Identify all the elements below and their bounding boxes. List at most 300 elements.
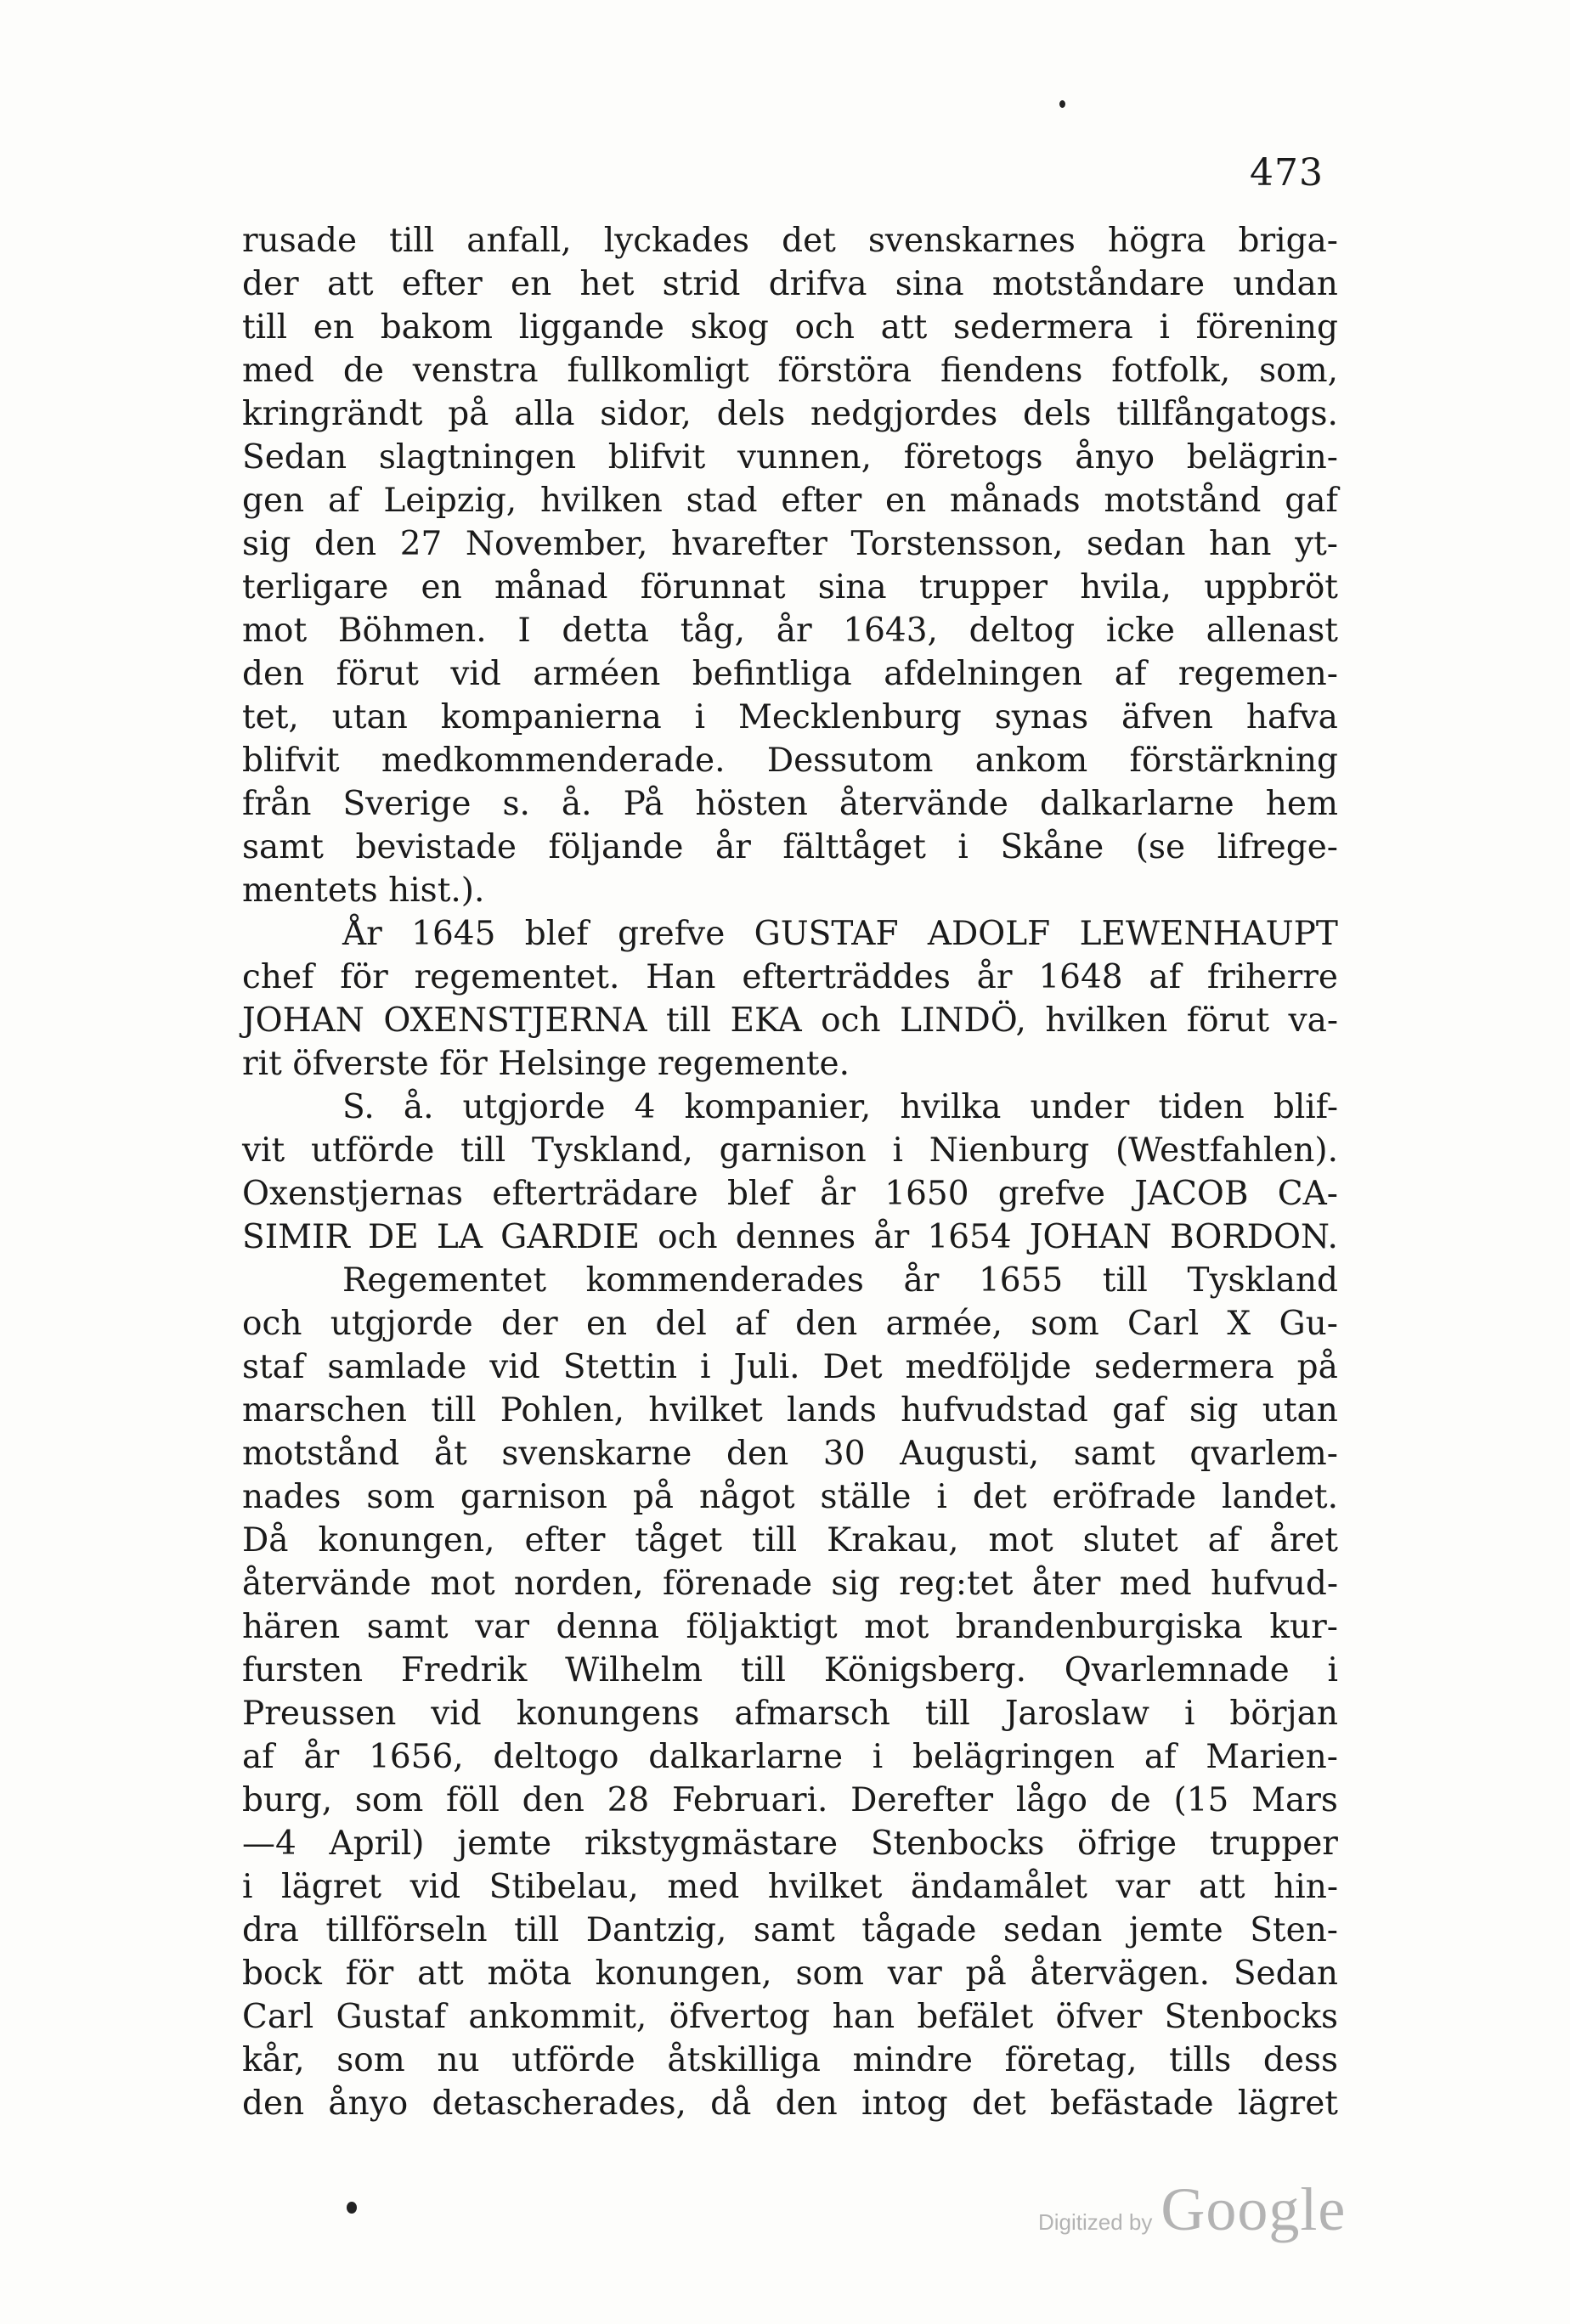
word: staf: [242, 1348, 305, 1386]
word: drifva: [768, 265, 867, 303]
word: ånyo: [1075, 438, 1155, 477]
text-line: [242, 479, 1338, 522]
word: i: [242, 1868, 253, 1906]
word: kur-: [1269, 1608, 1338, 1646]
word: öfvertog: [669, 1998, 810, 2036]
word: af: [1144, 1738, 1177, 1776]
word: 1656,: [369, 1738, 464, 1776]
word: utgjorde: [462, 1088, 606, 1126]
word: af: [1114, 655, 1147, 693]
text-line: [242, 1042, 1338, 1086]
word: af: [327, 482, 360, 520]
word: motstånd: [242, 1435, 400, 1473]
text-line: [242, 1779, 1338, 1822]
word: i: [1327, 1651, 1338, 1689]
word: I: [517, 612, 531, 650]
word: mot: [988, 1521, 1053, 1560]
text-line: [242, 1302, 1338, 1345]
word: Stenbocks: [870, 1825, 1045, 1863]
word: tillförseln: [325, 1911, 488, 1949]
word: Torstensson,: [850, 525, 1064, 563]
word: ankom: [974, 742, 1088, 780]
word: svenskarne: [501, 1435, 692, 1473]
word: utförde: [310, 1131, 435, 1170]
text-line: [242, 1735, 1338, 1779]
word: det: [972, 1478, 1027, 1516]
word: af: [1149, 958, 1182, 996]
text-line: [242, 1952, 1338, 1995]
word: (Westfahlen).: [1115, 1131, 1338, 1170]
word: anfall,: [466, 222, 572, 260]
word: Sedan: [242, 438, 347, 477]
word: åter: [1031, 1565, 1101, 1603]
word: trupper: [1209, 1825, 1338, 1863]
word: befälet: [917, 1998, 1034, 2036]
word: jemte: [1128, 1911, 1223, 1949]
word: förut: [1186, 1001, 1270, 1040]
word: början: [1229, 1695, 1338, 1733]
word: rikstygmästare: [584, 1825, 839, 1863]
word: en: [421, 568, 462, 606]
word: de: [342, 352, 384, 390]
word: år: [714, 828, 751, 866]
word: han: [1209, 525, 1272, 563]
word: kår,: [242, 2041, 305, 2079]
word: på: [632, 1478, 675, 1516]
text-line: [242, 609, 1338, 652]
digitized-watermark: [1038, 2175, 1346, 2245]
word: den: [242, 655, 305, 693]
word: grefve: [997, 1175, 1106, 1213]
word: sedermera: [952, 308, 1133, 347]
word: befästade: [1049, 2084, 1214, 2123]
word: dalkarlarne: [648, 1738, 844, 1776]
word: afdelningen: [884, 655, 1083, 693]
word: till: [924, 1695, 970, 1733]
word: ADOLF: [927, 915, 1051, 953]
word: öfver: [1055, 1998, 1143, 2036]
word: bakom: [380, 308, 494, 347]
word: sig: [831, 1565, 880, 1603]
word: der: [242, 265, 299, 303]
word: och: [658, 1218, 718, 1256]
word: kommenderades: [585, 1261, 864, 1300]
word: burg,: [242, 1781, 333, 1819]
word: mot: [864, 1608, 929, 1646]
word: (15: [1173, 1781, 1229, 1819]
word: möta: [487, 1955, 572, 1993]
word: Tyskland,: [531, 1131, 693, 1170]
word: 1650: [884, 1175, 969, 1213]
word: deltog: [969, 612, 1076, 650]
word: venstra: [412, 352, 539, 390]
word: 1643,: [843, 612, 938, 650]
word: år: [303, 1738, 340, 1776]
word: Stettin: [562, 1348, 678, 1386]
word: medkommenderade.: [381, 742, 726, 780]
word: 30: [822, 1435, 866, 1473]
word: från: [242, 785, 312, 823]
word: förunnat: [640, 568, 786, 606]
word: efter: [524, 1521, 606, 1560]
word: utförde: [511, 2041, 635, 2079]
word: i: [694, 698, 706, 736]
word: förstöra: [777, 352, 912, 390]
word: allenast: [1206, 612, 1338, 650]
word: BORDON.: [1169, 1218, 1338, 1256]
word: der: [500, 1305, 558, 1343]
word: dennes: [735, 1218, 856, 1256]
word: och: [794, 308, 855, 347]
word: för: [439, 1045, 488, 1083]
word: Mars: [1251, 1781, 1338, 1819]
text-line: [242, 1475, 1338, 1519]
text-line: [242, 1909, 1338, 1952]
word: återvägen.: [1030, 1955, 1211, 1993]
word: År: [342, 915, 382, 953]
text-line: [242, 1692, 1338, 1735]
word: dess: [1262, 2041, 1338, 2079]
word: gaf: [1112, 1391, 1166, 1430]
text-line: [242, 1086, 1338, 1129]
word: de: [1110, 1781, 1151, 1819]
word: Dantzig,: [585, 1911, 727, 1949]
word: utgjorde: [330, 1305, 473, 1343]
word: regemen-: [1178, 655, 1338, 693]
word: DE: [368, 1218, 419, 1256]
word: grefve: [618, 915, 726, 953]
word: återvände: [839, 785, 1008, 823]
word: mot: [430, 1565, 495, 1603]
word: hvilken: [539, 482, 663, 520]
word: Augusti,: [900, 1435, 1040, 1473]
word: 1648: [1038, 958, 1123, 996]
word: som: [795, 1955, 864, 1993]
word: S.: [342, 1088, 375, 1126]
word: landet.: [1222, 1478, 1338, 1516]
word: en: [885, 482, 927, 520]
word: dalkarlarne: [1039, 785, 1234, 823]
word: Regementet: [342, 1261, 547, 1300]
word: hin-: [1274, 1868, 1338, 1906]
text-line: [242, 826, 1338, 869]
text-line: [242, 912, 1338, 956]
word: till: [389, 222, 435, 260]
word: lägret: [1237, 2084, 1338, 2123]
word: sina: [817, 568, 887, 606]
word: på: [965, 1955, 1007, 1993]
text-line: [242, 1216, 1338, 1259]
word: med: [242, 352, 315, 390]
word: tåget: [635, 1521, 723, 1560]
text-line: [242, 392, 1338, 436]
word: år: [820, 1175, 856, 1213]
word: att: [417, 1955, 464, 1993]
word: skog: [690, 308, 769, 347]
word: blifvit: [607, 438, 706, 477]
word: EKA: [730, 1001, 802, 1040]
word: följande: [548, 828, 684, 866]
word: under: [1030, 1088, 1130, 1126]
word: Det: [822, 1348, 883, 1386]
word: Carl: [242, 1998, 314, 2036]
word: detta: [562, 612, 650, 650]
word: Sverige: [342, 785, 472, 823]
text-line: [242, 1605, 1338, 1649]
word: undan: [1233, 265, 1338, 303]
word: med: [1119, 1565, 1192, 1603]
word: konungen,: [595, 1955, 772, 1993]
word: högra: [1107, 222, 1206, 260]
word: till: [752, 1521, 798, 1560]
word: Oxenstjernas: [242, 1175, 464, 1213]
word: norden,: [513, 1565, 644, 1603]
word: hvilka: [900, 1088, 1002, 1126]
word: regementet.: [414, 958, 620, 996]
word: GUSTAF: [754, 915, 899, 953]
word: vid: [431, 1695, 482, 1733]
word: år: [903, 1261, 940, 1300]
word: efterträddes: [742, 958, 951, 996]
word: efterträdare: [492, 1175, 698, 1213]
word: del: [655, 1305, 707, 1343]
word: Jaroslaw: [1004, 1695, 1149, 1733]
word: liggande: [518, 308, 665, 347]
word: gen: [242, 482, 305, 520]
word: utan: [331, 698, 408, 736]
word: den: [242, 2084, 305, 2123]
word: lifrege-: [1217, 828, 1338, 866]
text-line: [242, 566, 1338, 609]
word: tills: [1169, 2041, 1232, 2079]
word: tåg,: [680, 612, 746, 650]
word: befintliga: [692, 655, 852, 693]
word: föll: [446, 1781, 500, 1819]
word: samt: [1073, 1435, 1155, 1473]
word: hären: [242, 1608, 341, 1646]
word: Helsinge: [498, 1045, 647, 1083]
word: år: [976, 958, 1013, 996]
word: svenskarnes: [867, 222, 1076, 260]
word: månad: [494, 568, 608, 606]
word: i: [700, 1348, 711, 1386]
word: i: [1183, 1695, 1195, 1733]
word: det: [782, 222, 836, 260]
word: dra: [242, 1911, 299, 1949]
word: tillfångatogs.: [1116, 395, 1338, 433]
word: tågade: [861, 1911, 977, 1949]
word: blef: [524, 915, 589, 953]
word: November,: [465, 525, 648, 563]
word: år: [776, 612, 812, 650]
word: friherre: [1206, 958, 1338, 996]
word: vid: [409, 1868, 461, 1906]
word: var: [475, 1608, 530, 1646]
word: som: [366, 1478, 435, 1516]
ink-speck: [1059, 100, 1065, 108]
text-line: [242, 696, 1338, 739]
word: efter: [781, 482, 862, 520]
word: garnison: [460, 1478, 607, 1516]
word: dels: [716, 395, 786, 433]
word: mindre: [852, 2041, 973, 2079]
word: va-: [1288, 1001, 1338, 1040]
text-line: [242, 1649, 1338, 1692]
word: belägringen: [912, 1738, 1115, 1776]
text-line: [242, 219, 1338, 262]
word: åtskilliga: [667, 2041, 822, 2079]
word: kompanier,: [684, 1088, 872, 1126]
word: Mecklenburg: [737, 698, 962, 736]
word: armée,: [885, 1305, 1002, 1343]
word: till: [514, 1911, 560, 1949]
word: —4: [242, 1825, 296, 1863]
word: GARDIE: [500, 1218, 640, 1256]
word: Sten-: [1250, 1911, 1338, 1949]
word: X: [1227, 1305, 1251, 1343]
word: 28: [607, 1781, 650, 1819]
text-line: [242, 522, 1338, 566]
word: chef: [242, 958, 314, 996]
word: förening: [1195, 308, 1338, 347]
page-number: 473: [1250, 151, 1324, 195]
word: LA: [436, 1218, 483, 1256]
word: hufvudstad: [901, 1391, 1088, 1430]
word: öfverste: [292, 1045, 429, 1083]
word: sedan: [1002, 1911, 1103, 1949]
word: icke: [1105, 612, 1175, 650]
word: sedermera: [1093, 1348, 1274, 1386]
text-line: [242, 782, 1338, 826]
word: utan: [1262, 1391, 1338, 1430]
word: som: [354, 1781, 424, 1819]
word: på: [448, 395, 489, 433]
word: Stibelau,: [489, 1868, 639, 1906]
word: 27: [399, 525, 443, 563]
word: han: [832, 1998, 895, 2036]
text-line: [242, 1172, 1338, 1216]
word: LINDÖ,: [900, 1001, 1026, 1040]
word: sina: [895, 265, 964, 303]
word: nades: [242, 1478, 342, 1516]
word: blifvit: [242, 742, 340, 780]
word: som: [1031, 1305, 1099, 1343]
word: hvila,: [1080, 568, 1172, 606]
word: trupper: [918, 568, 1048, 606]
word: Fredrik: [400, 1651, 528, 1689]
word: konungen,: [318, 1521, 495, 1560]
word: vit: [242, 1131, 285, 1170]
word: till: [1102, 1261, 1148, 1300]
word: lyckades: [603, 222, 750, 260]
word: strid: [662, 265, 741, 303]
word: till: [665, 1001, 712, 1040]
word: i: [892, 1131, 903, 1170]
word: detascherades,: [432, 2084, 686, 2123]
word: dels: [1023, 395, 1092, 433]
word: mentets: [242, 872, 378, 910]
word: hem: [1265, 785, 1338, 823]
word: Sedan: [1233, 1955, 1338, 1993]
word: något: [699, 1478, 795, 1516]
word: företogs: [903, 438, 1043, 477]
word: månads: [950, 482, 1081, 520]
word: Tyskland: [1187, 1261, 1338, 1300]
text-line: [242, 349, 1338, 392]
google-logo: Google: [1161, 2175, 1347, 2243]
word: följaktigt: [686, 1608, 838, 1646]
word: JOHAN: [1029, 1218, 1152, 1256]
word: kringrändt: [242, 395, 423, 433]
word: Han: [646, 958, 716, 996]
word: stad: [686, 482, 758, 520]
word: Nienburg: [929, 1131, 1090, 1170]
word: terligare: [242, 568, 389, 606]
word: att: [1198, 1868, 1245, 1906]
word: samlade: [327, 1348, 467, 1386]
word: fursten: [242, 1651, 364, 1689]
word: lågo: [1015, 1781, 1087, 1819]
word: då: [710, 2084, 752, 2123]
word: hist.).: [388, 872, 485, 910]
word: hvilken: [1045, 1001, 1168, 1040]
word: mot: [242, 612, 308, 650]
word: afmarsch: [734, 1695, 890, 1733]
word: På: [623, 785, 664, 823]
word: medföljde: [905, 1348, 1072, 1386]
word: företag,: [1004, 2041, 1138, 2079]
word: rit: [242, 1045, 282, 1083]
word: Pohlen,: [500, 1391, 625, 1430]
word: hafva: [1245, 698, 1338, 736]
word: eröfrade: [1052, 1478, 1197, 1516]
word: hvarefter: [670, 525, 827, 563]
word: marschen: [242, 1391, 408, 1430]
word: samt: [366, 1608, 449, 1646]
word: å.: [403, 1088, 434, 1126]
word: Stenbocks: [1164, 1998, 1338, 2036]
word: på: [1296, 1348, 1338, 1386]
word: och: [821, 1001, 881, 1040]
ink-speck: [347, 2202, 357, 2214]
word: Gustaf: [336, 1998, 447, 2036]
word: s.: [502, 785, 530, 823]
word: yt-: [1295, 525, 1338, 563]
word: var: [1115, 1868, 1171, 1906]
word: Qvarlemnade: [1064, 1651, 1290, 1689]
word: bevistade: [355, 828, 517, 866]
text-line: [242, 1865, 1338, 1909]
word: Skåne: [1000, 828, 1104, 866]
body-text: [242, 219, 1338, 2125]
word: briga-: [1238, 222, 1338, 260]
word: uppbröt: [1204, 568, 1338, 606]
word: denna: [556, 1608, 660, 1646]
word: förut: [336, 655, 419, 693]
word: het: [579, 265, 635, 303]
word: samt: [242, 828, 324, 866]
word: att: [880, 308, 928, 347]
word: i: [957, 828, 969, 866]
word: af: [242, 1738, 274, 1776]
word: i: [1159, 308, 1170, 347]
word: samt: [753, 1911, 835, 1949]
word: till: [460, 1131, 506, 1170]
word: brandenburgiska: [955, 1608, 1243, 1646]
word: af: [735, 1305, 767, 1343]
word: med: [667, 1868, 740, 1906]
word: till: [740, 1651, 787, 1689]
